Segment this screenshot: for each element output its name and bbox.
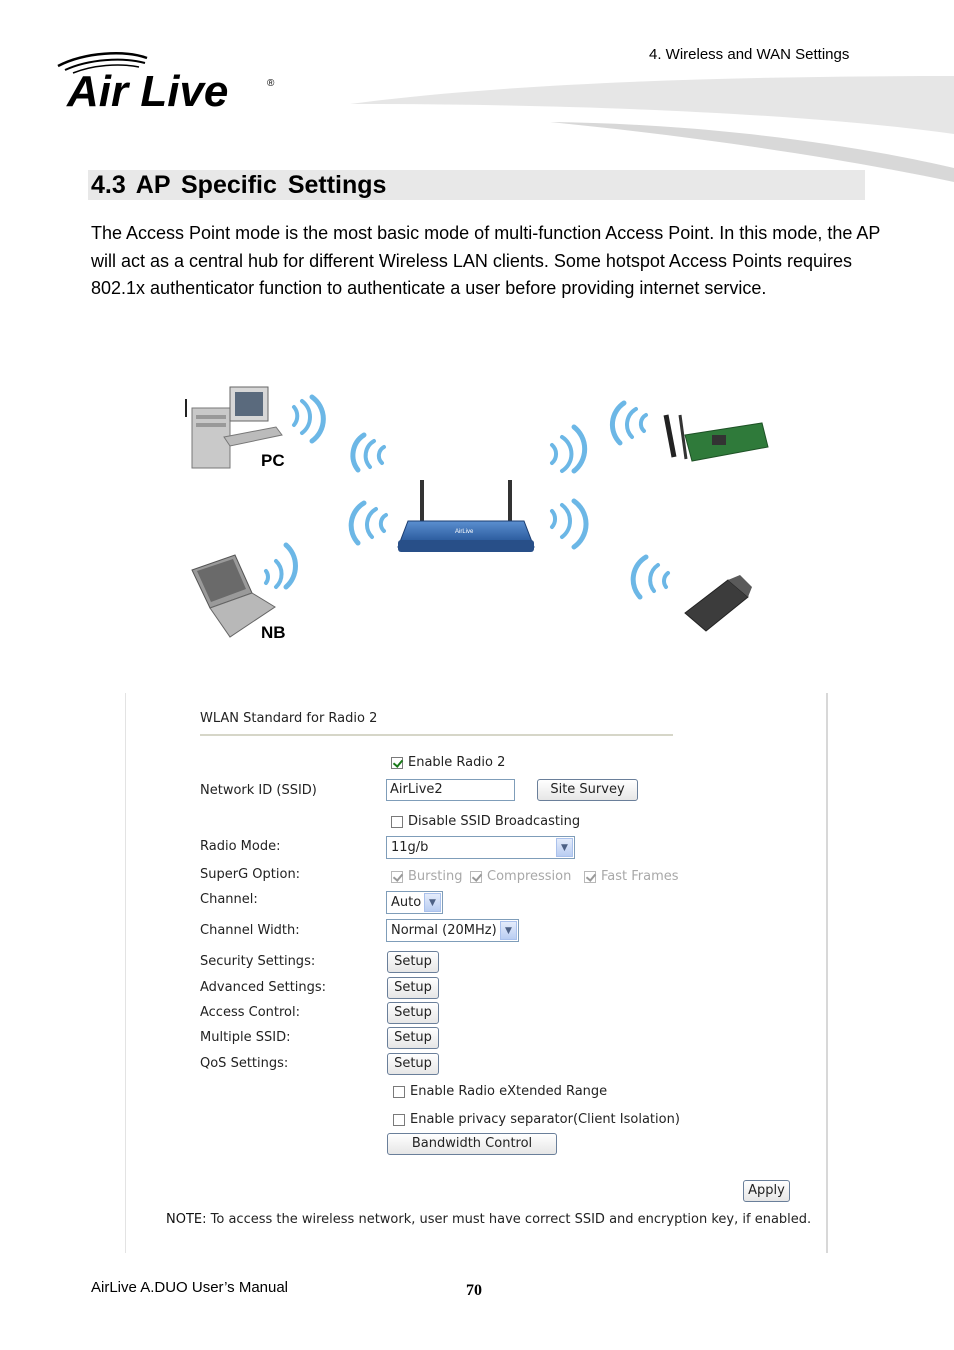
qos-settings-label: QoS Settings: [200, 1056, 289, 1071]
note-prefix: NOTE: [166, 1212, 207, 1227]
superg-bursting-checkbox[interactable] [391, 871, 403, 883]
nb-label: NB [261, 623, 286, 642]
panel-border-right [826, 693, 828, 1253]
disable-ssid-checkbox[interactable] [391, 816, 403, 828]
bandwidth-control-button[interactable]: Bandwidth Control [387, 1133, 557, 1155]
site-survey-button[interactable]: Site Survey [537, 779, 638, 801]
security-settings-label: Security Settings: [200, 954, 316, 969]
advanced-settings-label: Advanced Settings: [200, 980, 327, 995]
privacy-row [393, 1112, 680, 1127]
multiple-ssid-setup-button[interactable]: Setup [387, 1027, 439, 1049]
xr-checkbox[interactable] [393, 1086, 405, 1098]
section-title: 4.3 AP Specific Settings [91, 171, 387, 199]
multiple-ssid-label: Multiple SSID: [200, 1030, 291, 1045]
superg-fastframes-label: Fast Frames [601, 869, 679, 884]
channel-select[interactable] [386, 891, 443, 914]
ssid-label: Network ID (SSID) [200, 783, 317, 798]
xr-label: Enable Radio eXtended Range [410, 1084, 608, 1099]
pci-card-icon [666, 415, 768, 461]
wlan-form-title: WLAN Standard for Radio 2 [200, 711, 378, 726]
advanced-setup-button[interactable]: Setup [387, 977, 439, 999]
chevron-down-icon: ▼ [556, 838, 573, 857]
svg-text:Air Live: Air Live [67, 67, 229, 112]
privacy-label: Enable privacy separator(Client Isolation) [410, 1112, 680, 1127]
privacy-checkbox[interactable] [393, 1114, 405, 1126]
radio-mode-value: 11g/b [391, 840, 429, 855]
superg-compression-label: Compression [487, 869, 572, 884]
superg-fastframes-checkbox[interactable] [584, 871, 596, 883]
panel-border-left [125, 693, 126, 1253]
superg-fastframes-row [584, 869, 679, 884]
disable-ssid-label: Disable SSID Broadcasting [408, 814, 581, 829]
network-diagram [180, 375, 780, 655]
superg-compression-checkbox[interactable] [470, 871, 482, 883]
channel-width-label: Channel Width: [200, 923, 300, 938]
superg-bursting-row [391, 869, 462, 884]
note-text: To access the wireless network, user must have correct SSID and encryption key, if enabled. [210, 1212, 812, 1227]
chevron-down-icon: ▼ [500, 921, 517, 940]
channel-width-select[interactable] [386, 919, 519, 942]
ssid-input[interactable]: AirLive2 [386, 779, 515, 801]
footer-manual-title: AirLive A.DUO User’s Manual [91, 1279, 289, 1296]
page-number: 70 [466, 1282, 482, 1299]
radio-mode-label: Radio Mode: [200, 839, 281, 854]
enable-radio-label: Enable Radio 2 [408, 755, 506, 770]
security-setup-button[interactable]: Setup [387, 951, 439, 973]
router-icon [398, 480, 534, 552]
channel-value: Auto [391, 895, 422, 910]
wlan-note [166, 1212, 811, 1227]
channel-label: Channel: [200, 892, 258, 907]
wlan-title-divider [200, 734, 673, 736]
superg-compression-row [470, 869, 571, 884]
enable-radio-row [391, 755, 505, 770]
chapter-header: 4. Wireless and WAN Settings [649, 46, 850, 63]
channel-width-value: Normal (20MHz) [391, 923, 497, 938]
radio-mode-select[interactable] [386, 836, 575, 859]
superg-label: SuperG Option: [200, 867, 301, 882]
access-control-setup-button[interactable]: Setup [387, 1002, 439, 1024]
apply-button[interactable]: Apply [743, 1180, 790, 1202]
disable-ssid-row [391, 814, 580, 829]
xr-row [393, 1084, 607, 1099]
enable-radio-checkbox[interactable] [391, 757, 403, 769]
usb-adapter-icon [685, 575, 752, 631]
airlive-logo [55, 48, 280, 112]
access-control-label: Access Control: [200, 1005, 301, 1020]
superg-bursting-label: Bursting [408, 869, 463, 884]
svg-text:®: ® [267, 78, 275, 89]
qos-setup-button[interactable]: Setup [387, 1053, 439, 1075]
pc-label: PC [261, 451, 285, 470]
intro-paragraph: The Access Point mode is the most basic mode of multi-function Access Point. In this mode, the AP will act as a central hub for different Wireless LAN clients. Some hotspot Access Points requires 802.1x authenticator function to authenticate a user before providing internet service. [91, 223, 881, 298]
svg-text:AirLive: AirLive [455, 529, 474, 535]
chevron-down-icon: ▼ [424, 893, 441, 912]
wireless-waves [266, 397, 668, 597]
